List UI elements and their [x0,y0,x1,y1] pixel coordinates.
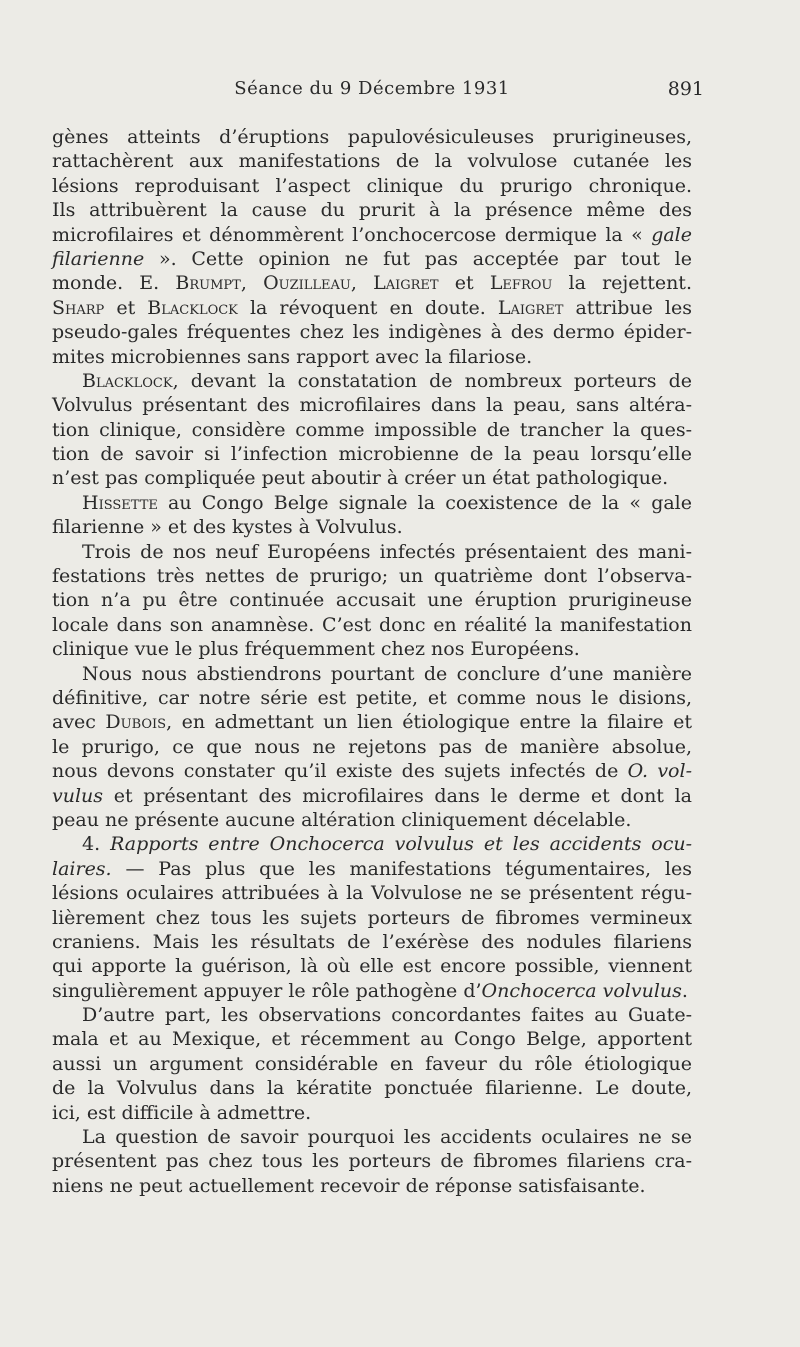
text-line [52,271,692,295]
text-line [52,881,692,905]
text-segment: tion n’a pu être continuée accusait une éruption prurigineuse [52,589,692,612]
text-line [52,198,692,222]
author-name: Hissette [82,491,158,514]
text-segment: rattachèrent aux manifestations de la volvulose cutanée les [52,150,692,173]
text-segment: tion de savoir si l’infection microbienne de la peau lorsqu’elle [52,443,692,466]
text-segment: , devant la constatation de nombreux porteurs de [172,369,692,392]
text-line [52,637,692,661]
text-segment: et [104,296,148,319]
text-segment: mites microbiennes sans rapport avec la filariose. [52,345,533,368]
text-segment: mala et au Mexique, et récemment au Congo Belge, apportent [52,1028,692,1051]
text-segment: peau ne présente aucune altération cliniquement décelable. [52,808,632,831]
text-segment: monde. E. [52,272,176,295]
italic-text: filarienne [52,247,145,270]
text-line [52,588,692,612]
text-line [52,1052,692,1076]
italic-text: Rapports entre Onchocerca volvulus et les accidents ocu- [110,833,693,856]
text-segment: nous devons constater qu’il existe des sujets infectés de [52,760,628,783]
text-line [52,906,692,930]
text-line [52,125,692,149]
italic-text: gale [651,223,692,246]
text-segment: et présentant des microfilaires dans le derme et dont la [103,784,692,807]
text-segment: avec [52,711,106,734]
text-line [52,735,692,759]
text-line [52,784,692,808]
text-line [52,149,692,173]
author-name: Laigret [373,272,439,295]
text-line [52,540,692,564]
italic-text: vulus [52,784,104,807]
text-segment: lésions oculaires attribuées à la Volvulose ne se présentent régu- [52,882,692,905]
text-segment: niens ne peut actuellement recevoir de réponse satisfaisante. [52,1174,646,1197]
author-name: Dubois [105,711,167,734]
author-name: Brumpt [175,272,241,295]
text-segment: Ils attribuèrent la cause du prurit à la présence même des [52,199,692,222]
text-segment: craniens. Mais les résultats de l’exérèse des nodules filariens [52,930,692,953]
text-segment: singulièrement appuyer le rôle pathogène d’ [52,979,482,1002]
author-name: Blacklock [82,369,173,392]
text-segment: qui apporte la guérison, là où elle est encore possible, viennent [52,955,692,978]
page-header [52,78,704,104]
text-line [52,564,692,588]
text-segment: festations très nettes de prurigo; un quatrième dont l’observa- [52,565,692,588]
text-segment: Trois de nos neuf Européens infectés présentaient des mani- [82,540,692,563]
text-segment: . [681,979,688,1002]
text-line [52,515,692,539]
text-line [52,393,692,417]
text-line [52,759,692,783]
author-name: Sharp [52,296,105,319]
text-segment: Nous nous abstiendrons pourtant de conclure d’une manière [82,662,692,685]
italic-text: O. vol- [627,760,692,783]
text-segment: locale dans son anamnèse. C’est donc en réalité la manifestation [52,613,692,636]
text-line [52,491,692,515]
text-line [52,662,692,686]
text-segment: attribue les [563,296,692,319]
text-segment: tion clinique, considère comme impossible de trancher la ques- [52,418,692,441]
text-segment: ici, est difficile à admettre. [52,1101,312,1124]
text-line [52,223,692,247]
text-line [52,369,692,393]
italic-text: laires. [52,857,112,880]
text-segment: filarienne » et des kystes à Volvulus. [52,516,403,539]
text-segment: microfilaires et dénommèrent l’onchocercose dermique la « [52,223,652,246]
text-line [52,1149,692,1173]
text-line [52,1076,692,1100]
text-line [52,418,692,442]
text-segment: lièrement chez tous les sujets porteurs de fibromes vermineux [52,906,692,929]
text-segment: 4. [82,833,111,856]
text-segment: aussi un argument considérable en faveur du rôle étiologique [52,1052,692,1075]
running-title: Séance du 9 Décembre 1931 [234,78,510,99]
text-segment: , [240,272,264,295]
text-segment: la rejettent. [552,272,692,295]
text-segment: ». Cette opinion ne fut pas acceptée par tout le [144,247,692,270]
text-segment: , [350,272,374,295]
text-line [52,345,692,369]
text-segment: de la Volvulus dans la kératite ponctuée filarienne. Le doute, [52,1077,692,1100]
text-segment: n’est pas compliquée peut aboutir à créer un état pathologique. [52,467,669,490]
author-name: Blacklock [147,296,238,319]
text-line [52,247,692,271]
text-segment: — Pas plus que les manifestations tégumentaires, les [111,857,692,880]
text-segment: pseudo-gales fréquentes chez les indigènes à des dermo épider- [52,321,692,344]
text-segment: le prurigo, ce que nous ne rejetons pas de manière absolue, [52,735,692,758]
page-number: 891 [667,78,704,100]
italic-text: Onchocerca volvulus [481,979,682,1002]
text-line [52,442,692,466]
author-name: Laigret [497,296,564,319]
text-segment: présentent pas chez tous les porteurs de fibromes filariens cra- [52,1150,692,1173]
author-name: Ouzilleau [263,272,351,295]
text-segment: Volvulus présentant des microfilaires dans la peau, sans altéra- [52,394,692,417]
text-segment: La question de savoir pourquoi les accidents oculaires ne se [82,1126,692,1149]
text-segment: définitive, car notre série est petite, et comme nous le disions, [52,686,692,709]
text-line [52,1003,692,1027]
text-line [52,466,692,490]
text-segment: D’autre part, les observations concordantes faites au Guate- [82,1004,692,1027]
text-line [52,174,692,198]
text-line [52,613,692,637]
text-line [52,979,692,1003]
text-segment: au Congo Belge signale la coexistence de la « gale [157,491,692,514]
text-line [52,1101,692,1125]
text-line [52,832,692,856]
body-text [52,125,692,1198]
text-line [52,954,692,978]
text-line [52,296,692,320]
text-segment: gènes atteints d’éruptions papulovésiculeuses prurigineuses, [52,126,692,148]
text-segment: clinique vue le plus fréquemment chez nos Européens. [52,638,580,661]
author-name: Lefrou [489,272,553,295]
text-line [52,808,692,832]
text-line [52,1125,692,1149]
text-line [52,1174,692,1198]
text-segment: lésions reproduisant l’aspect clinique du prurigo chronique. [52,174,692,197]
text-segment: et [438,272,490,295]
text-line [52,1027,692,1051]
text-line [52,930,692,954]
text-segment: , en admettant un lien étiologique entre la filaire et [166,711,692,734]
text-line [52,710,692,734]
text-line [52,320,692,344]
text-line [52,686,692,710]
text-line [52,857,692,881]
text-segment: la révoquent en doute. [237,296,498,319]
